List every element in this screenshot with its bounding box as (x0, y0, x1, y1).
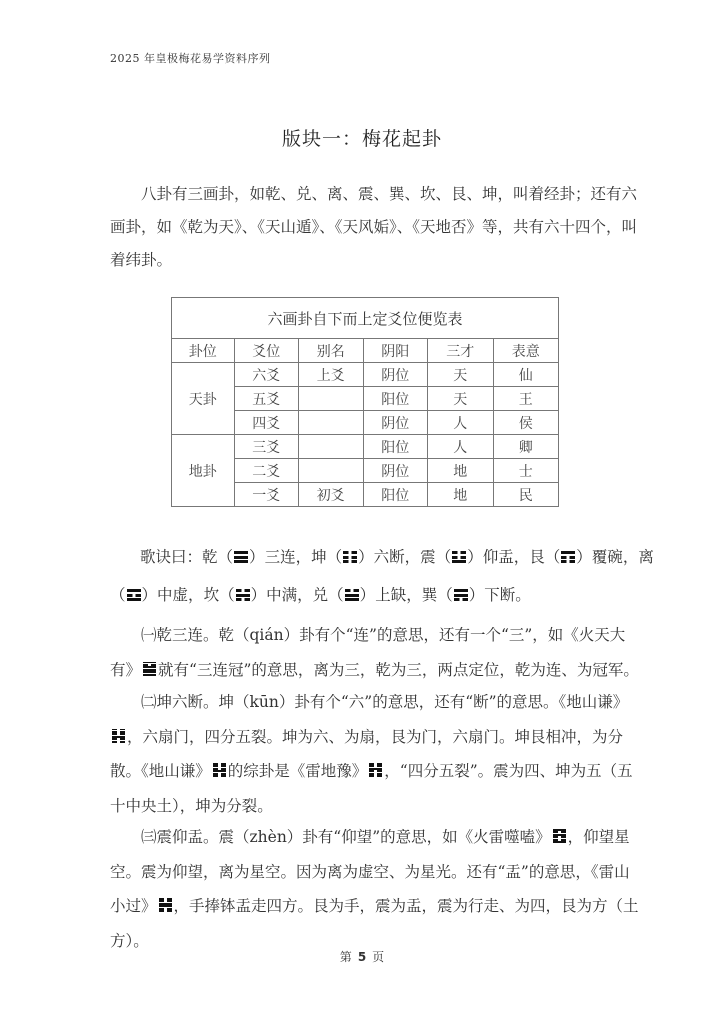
table-cell: 地 (428, 459, 493, 483)
table-cell (299, 459, 364, 483)
section-text: ，手捧钵盂走四方。艮为手，震为盂，震为行走、为四，艮为方（土方）。 (110, 897, 639, 950)
column-header: 表意 (493, 339, 559, 363)
table-cell: 阳位 (363, 483, 428, 507)
song-line-1: 歌诀曰：乾（ ）三连，坤（ ）六断，震（ ）仰盂，艮（ ）覆碗，离 (140, 548, 654, 566)
section-text: 就有“三连冠”的意思，离为三，乾为三，两点定位，乾为连、为冠军。 (158, 660, 639, 679)
page-suffix: 页 (372, 950, 385, 964)
shihe-hexagram-icon (553, 829, 566, 844)
yao-position-table (171, 297, 559, 507)
group-cell: 地卦 (172, 435, 235, 507)
dui-trigram-icon (345, 589, 359, 601)
table-cell: 天 (428, 387, 493, 411)
section-text: ，仰望星空。震为仰望，离为星空。因为离为虚空、为星光。还有“盂”的意思，《雷山小过》 (110, 828, 630, 915)
section-text: ㈡坤六断。坤（kūn）卦有个“六”的意思，还有“断”的意思。《地山谦》 (141, 693, 629, 711)
kun-trigram-icon (343, 551, 357, 563)
column-header: 爻位 (234, 339, 299, 363)
section-qian (110, 618, 642, 687)
intro-paragraph: 八卦有三画卦，如乾、兑、离、震、巽、坎、艮、坤，叫着经卦；还有六画卦，如《乾为天》、《天山遁》、《天风姤》、《天地否》等，共有六十四个，叫着纬卦。 (110, 185, 638, 269)
table-cell: 民 (493, 483, 559, 507)
kan-trigram-icon (236, 589, 250, 601)
dayou-hexagram-icon (143, 662, 156, 677)
table-cell: 卿 (493, 435, 559, 459)
yu-hexagram-icon (369, 763, 382, 778)
trigram-desc: 中虚 (157, 586, 189, 604)
trigram-name: 坎 (203, 586, 220, 604)
table-cell: 人 (428, 411, 493, 435)
section-zhen (110, 820, 642, 958)
page-number: 5 (357, 950, 367, 964)
table-cell (299, 435, 364, 459)
table-cell: 阳位 (363, 387, 428, 411)
table-cell: 士 (493, 459, 559, 483)
qian-hexagram-icon (213, 763, 226, 778)
section-text: ，“四分五裂”。震为四、坤为五（五十中央土），坤为分裂。 (110, 762, 633, 815)
trigram-desc: 六断 (373, 548, 405, 566)
trigram-name: 艮 (529, 548, 545, 566)
column-header: 三才 (428, 339, 493, 363)
trigram-name: 乾 (202, 548, 218, 566)
trigram-desc: 覆碗 (591, 548, 623, 566)
trigram-desc: 三连 (264, 548, 296, 566)
trigram-name: 离 (638, 548, 654, 566)
table-cell: 阴位 (363, 411, 428, 435)
xun-trigram-icon (454, 589, 468, 601)
table-cell: 初爻 (299, 483, 364, 507)
page-footer (0, 948, 724, 965)
trigram-name: 坤 (311, 548, 327, 566)
table-cell (299, 411, 364, 435)
table-cell: 阳位 (363, 435, 428, 459)
trigram-name: 兑 (312, 586, 329, 604)
table-cell: 人 (428, 435, 493, 459)
qian-hexagram-icon (112, 729, 125, 744)
column-header: 阴阳 (363, 339, 428, 363)
li-trigram-icon (127, 589, 141, 601)
section-text: ㈠乾三连。乾（qián）卦有个“连”的意思，还有一个“三”，如《火天大有》 (110, 626, 626, 679)
qian-trigram-icon (234, 551, 248, 563)
table-cell: 一爻 (234, 483, 299, 507)
song-line-2: （ ）中虚，坎（ ）中满，兑（ ）上缺，巽（ ）下断。 (110, 586, 531, 604)
table-cell: 五爻 (234, 387, 299, 411)
group-cell: 天卦 (172, 363, 235, 435)
trigram-desc: 仰盂 (482, 548, 514, 566)
table-cell: 仙 (493, 363, 559, 387)
zhen-trigram-icon (452, 551, 466, 563)
table-cell: 四爻 (234, 411, 299, 435)
gen-trigram-icon (561, 551, 575, 563)
section-text: 的综卦是《雷地豫》 (227, 762, 368, 780)
table-cell: 王 (493, 387, 559, 411)
xiaoguo-hexagram-icon (159, 898, 172, 913)
table-cell: 上爻 (299, 363, 364, 387)
column-header: 卦位 (172, 339, 235, 363)
section-title: 版块一：梅花起卦 (281, 128, 442, 150)
table-header-row (172, 339, 559, 363)
table-cell: 阴位 (363, 363, 428, 387)
table-cell: 六爻 (234, 363, 299, 387)
table-cell: 阴位 (363, 459, 428, 483)
table-cell (299, 387, 364, 411)
trigram-name: 巽 (421, 586, 438, 604)
column-header: 别名 (299, 339, 364, 363)
table-cell: 侯 (493, 411, 559, 435)
section-text: ㈢震仰盂。震（zhèn）卦有“仰望”的意思，如《火雷噬嗑》 (141, 828, 551, 846)
table-caption: 六画卦自下而上定爻位便览表 (172, 298, 559, 339)
table-cell: 三爻 (234, 435, 299, 459)
trigram-desc: 中满 (266, 586, 298, 604)
trigram-desc: 下断 (484, 586, 516, 604)
section-text: ，六扇门，四分五裂。坤为六、为扇，艮为门，六扇门。坤艮相冲，为分散。《地山谦》 (110, 727, 624, 780)
trigram-name: 震 (420, 548, 436, 566)
table-cell: 天 (428, 363, 493, 387)
song-lead: 歌诀曰： (140, 548, 203, 566)
document-header: 2025 年皇极梅花易学资料序列 (110, 52, 271, 65)
table-row (172, 435, 559, 459)
table-row (172, 363, 559, 387)
trigram-desc: 上缺 (375, 586, 407, 604)
section-kun (110, 685, 642, 823)
page-prefix: 第 (339, 950, 352, 964)
table-cell: 地 (428, 483, 493, 507)
table-cell: 二爻 (234, 459, 299, 483)
